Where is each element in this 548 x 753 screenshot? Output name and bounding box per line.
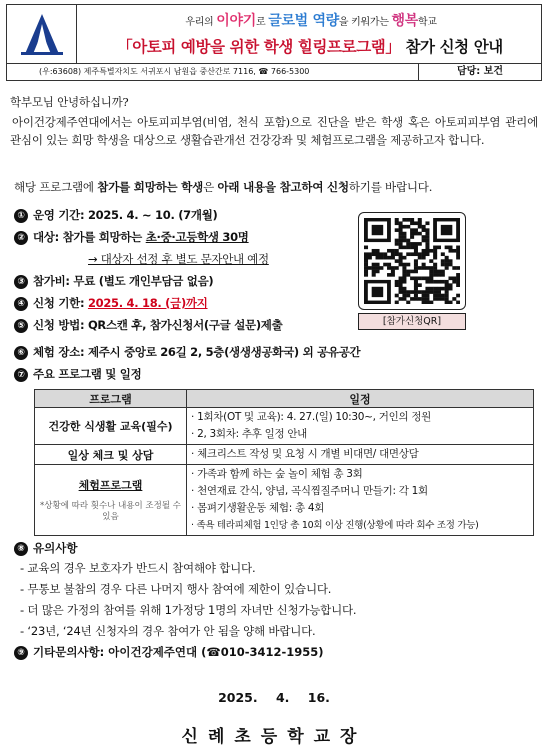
list-item: - 무통보 불참의 경우 다른 나머지 행사 참여에 제한이 있습니다.: [20, 582, 332, 596]
qr-block: [358, 212, 468, 330]
table-row: [35, 465, 534, 536]
school-logo-icon: [19, 12, 65, 56]
item-fee: ③ 참가비: 무료 (별도 개인부담금 없음): [14, 270, 344, 292]
qr-code[interactable]: [358, 212, 466, 310]
program-table: [34, 389, 534, 536]
table-header-schedule: 일정: [187, 390, 534, 408]
table-header-row: [35, 390, 534, 408]
table-cell-note: *상황에 따라 횟수나 내용이 조정될 수 있음: [40, 501, 181, 522]
letter-header: [6, 4, 542, 64]
list-item: - 더 많은 가정의 참여를 위해 1가정당 1명의 자녀만 신청가능합니다.: [20, 603, 357, 617]
school-address: (우:63608) 제주특별자치도 서귀포시 남원읍 중산간로 7116, ☎ 766-5300: [7, 64, 419, 80]
item-target-note: → 대상자 선정 후 별도 문자안내 예정: [88, 252, 269, 266]
list-item: - ‘23년, ‘24년 신청자의 경우 참여가 안 됨을 양해 바랍니다.: [20, 624, 316, 638]
greeting: 학부모님 안녕하십니까?: [10, 95, 129, 109]
table-cell-category: 건강한 식생활 교육(필수): [35, 408, 187, 445]
contact-line: ⑨ 기타문의사항: 아이건강제주연대 (☎010-3412-1955): [14, 642, 538, 662]
cautions-section: [14, 538, 538, 662]
table-row: [35, 445, 534, 465]
table-cell-category: 일상 체크 및 상담: [35, 445, 187, 465]
notice-paragraph: 해당 프로그램에 참가를 희망하는 학생은 아래 내용을 참고하여 신청하기를 바랍니다.: [14, 180, 433, 194]
info-list-2: [14, 341, 538, 385]
page-title: 「아토피 예방을 위한 학생 힐링프로그램」 참가 신청 안내: [117, 38, 503, 56]
cautions-heading: ⑧ 유의사항: [14, 538, 538, 558]
table-cell-details: · 가족과 함께 하는 숲 놀이 체험 총 3회 · 천연재료 간식, 양념, 곡식찜질주머니 만들기: 각 1회 · 몸펴기생활운동 체험: 총 4회 · 족욕 테라피체험 1인당 총 10회 이상 진행(상황에 따라 회수 조정 가능): [187, 465, 534, 536]
school-slogan: 우리의 이야기로 글로벌 역량을 키워가는 행복학교: [185, 13, 437, 29]
item-deadline: ④ 신청 기한: 2025. 4. 18. (금)까지: [14, 292, 344, 314]
intro-paragraph: 아이건강제주연대에서는 아토피피부염(비염, 천식 포함)으로 진단을 받은 학생 혹은 아토피피부염 관리에 관심이 있는 희망 학생을 대상으로 생활습관개선 건강강좌 및 체험프로그램을 제공하고자 합니다.: [10, 115, 538, 147]
table-cell-category: 체험프로그램 *상황에 따라 횟수나 내용이 조정될 수 있음: [35, 465, 187, 536]
school-principal: 신례초등학교장: [181, 727, 367, 747]
item-programs: ⑦ 주요 프로그램 및 일정: [14, 363, 538, 385]
school-logo: [7, 5, 77, 63]
table-row: [35, 408, 534, 445]
qr-caption: [참가신청QR]: [358, 313, 466, 330]
manager-label: 담당: 보건: [456, 66, 504, 77]
table-cell-details: · 체크리스트 작성 및 요청 시 개별 비대면/ 대면상담: [187, 445, 534, 465]
item-target: ② 대상: 참가를 희망하는 초·중·고등학생 30명: [14, 226, 344, 248]
address-row: [6, 64, 542, 81]
item-method: ⑤ 신청 방법: QR스캔 후, 참가신청서(구글 설문)제출: [14, 314, 344, 336]
table-header-program: 프로그램: [35, 390, 187, 408]
info-list: [14, 204, 344, 336]
item-period: ① 운영 기간: 2025. 4. ~ 10. (7개월): [14, 204, 344, 226]
qr-code-icon: [364, 218, 460, 304]
list-item: - 교육의 경우 보호자가 반드시 참여해야 합니다.: [20, 561, 256, 575]
table-cell-details: · 1회차(OT 및 교육): 4. 27.(일) 10:30~, 거인의 정원 · 2, 3회차: 추후 일정 안내: [187, 408, 534, 445]
item-location: ⑥ 체험 장소: 제주시 중앙로 26길 2, 5층(생생생공화국) 외 공유공간: [14, 341, 538, 363]
issue-date: 2025. 4. 16.: [218, 690, 330, 705]
